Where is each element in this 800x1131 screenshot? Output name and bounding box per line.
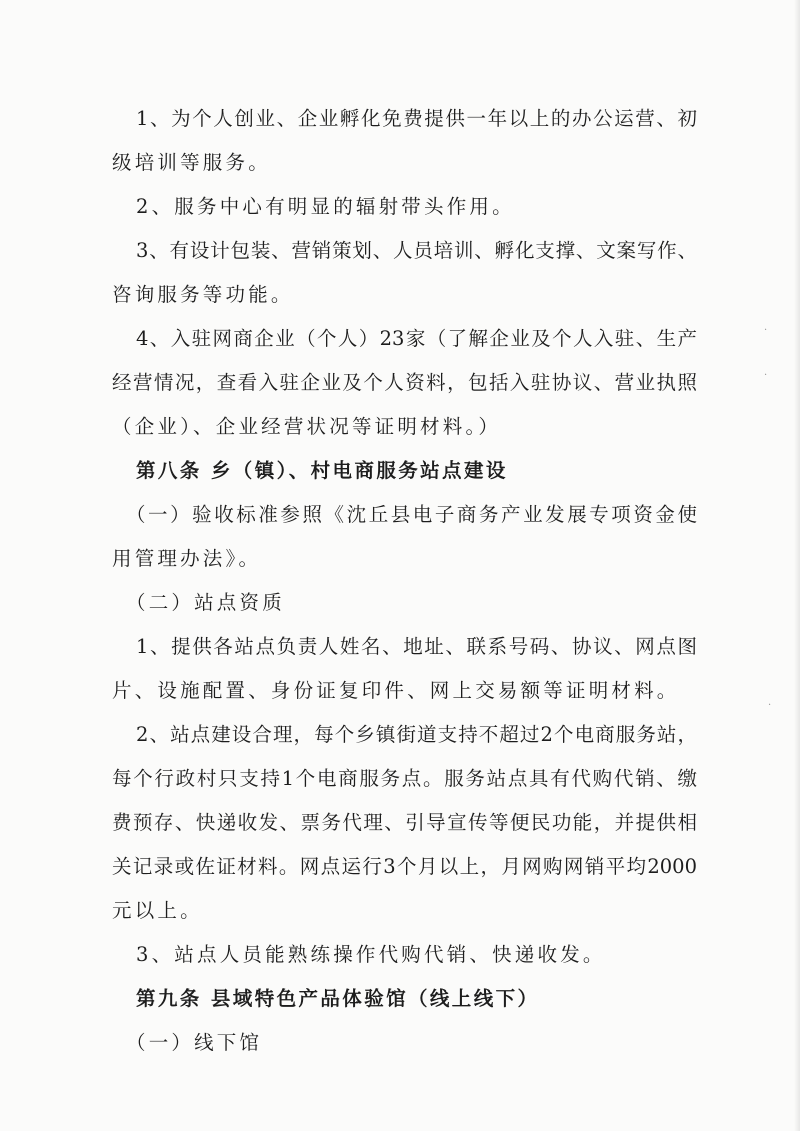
text-line: 3、站点人员能熟练操作代购代销、快递收发。 (136, 943, 606, 966)
scan-edge-shadow (794, 0, 800, 1131)
section-heading: （一）线下馆 (126, 1031, 263, 1054)
text-line: 用管理办法》。 (112, 547, 262, 570)
scan-speck: · (768, 700, 772, 711)
article-heading: 第八条 乡（镇）、村电商服务站点建设 (136, 459, 508, 482)
text-line: 元以上。 (112, 899, 203, 922)
text-line: 片、设施配置、身份证复印件、网上交易额等证明材料。 (112, 679, 680, 702)
text-line: 经营情况，查看入驻企业及个人资料，包括入驻协议、营业执照 (112, 371, 697, 394)
article-heading: 第九条 县域特色产品体验馆（线上线下） (136, 987, 540, 1010)
text-line: 1、提供各站点负责人姓名、地址、联系号码、协议、网点图 (136, 635, 697, 658)
text-line: （一）验收标准参照《沈丘县电子商务产业发展专项资金使 (126, 503, 697, 526)
section-heading: （二）站点资质 (126, 591, 285, 614)
text-line: 每个行政村只支持1个电商服务点。服务站点具有代购代销、缴 (112, 767, 697, 790)
scan-speck: · (764, 325, 768, 336)
text-line: （企业）、企业经营状况等证明材料。） (112, 415, 502, 438)
scan-speck: · (764, 370, 768, 381)
text-line: 级培训等服务。 (112, 151, 271, 174)
text-line: 咨询服务等功能。 (112, 283, 294, 306)
text-line: 费预存、快递收发、票务代理、引导宣传等便民功能，并提供相 (112, 811, 697, 834)
text-line: 1、为个人创业、企业孵化免费提供一年以上的办公运营、初 (136, 107, 697, 130)
text-line: 3、有设计包装、营销策划、人员培训、孵化支撑、文案写作、 (136, 239, 697, 262)
text-line: 关记录或佐证材料。网点运行3个月以上，月网购网销平均2000 (112, 855, 697, 878)
text-line: 2、站点建设合理，每个乡镇街道支持不超过2个电商服务站， (136, 723, 697, 746)
text-line: 4、入驻网商企业（个人）23家（了解企业及个人入驻、生产 (136, 327, 697, 350)
text-line: 2、服务中心有明显的辐射带头作用。 (136, 195, 515, 218)
